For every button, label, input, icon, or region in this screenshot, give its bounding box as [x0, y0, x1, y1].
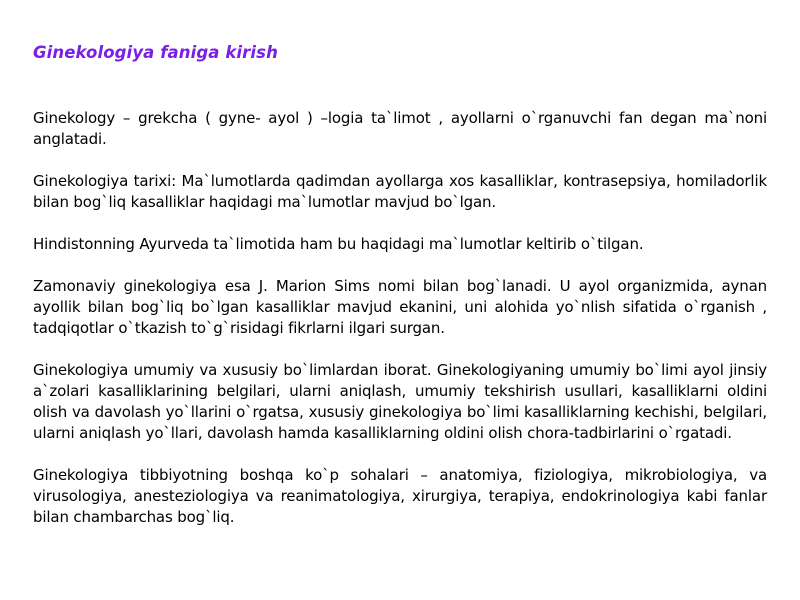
- paragraph-related-fields: Ginekologiya tibbiyotning boshqa ko`p sohalari – anatomiya, fiziologiya, mikrobiologiya, va virusologiya, anesteziologiya va reanimatologiya, xirurgiya, terapiya, endokrinologiya kabi fanlar bilan chambarchas bog`liq.: [33, 466, 767, 526]
- paragraph-history: Ginekologiya tarixi: Ma`lumotlarda qadimdan ayollarga xos kasalliklar, kontrasepsiya, homiladorlik bilan bog`liq kasalliklar haqidagi ma`lumotlar mavjud bo`lgan.: [33, 172, 767, 211]
- paragraph-sections: Ginekologiya umumiy va xususiy bo`limlardan iborat. Ginekologiyaning umumiy bo`limi ayol jinsiy a`zolari kasalliklarining belgilari, ularni aniqlash, umumiy tekshirish usullari, kasalliklarni oldini olish va davolash yo`llarini o`rgatsa, xususiy ginekologiya bo`limi kasalliklarning kechishi, belgilari, ularni aniqlash yo`llari, davolash hamda kasalliklarning oldini olish chora-tadbirlarini o`rgatadi.: [33, 361, 767, 442]
- document-body: [33, 108, 767, 528]
- paragraph-ayurveda: Hindistonning Ayurveda ta`limotida ham bu haqidagi ma`lumotlar keltirib o`tilgan.: [33, 235, 644, 253]
- document-title: Ginekologiya faniga kirish: [33, 43, 278, 62]
- paragraph-modern-gynecology: Zamonaviy ginekologiya esa J. Marion Sims nomi bilan bog`lanadi. U ayol organizmida, aynan ayollik bilan bog`liq bo`lgan kasalliklar mavjud ekanini, uni alohida yo`nlish sifatida o`rganish , tadqiqotlar o`tkazish to`g`risidagi fikrlarni ilgari surgan.: [33, 277, 767, 337]
- document-page: [33, 40, 767, 549]
- paragraph-definition: Ginekology – grekcha ( gyne- ayol ) –logia ta`limot , ayollarni o`rganuvchi fan degan ma`noni anglatadi.: [33, 109, 767, 148]
